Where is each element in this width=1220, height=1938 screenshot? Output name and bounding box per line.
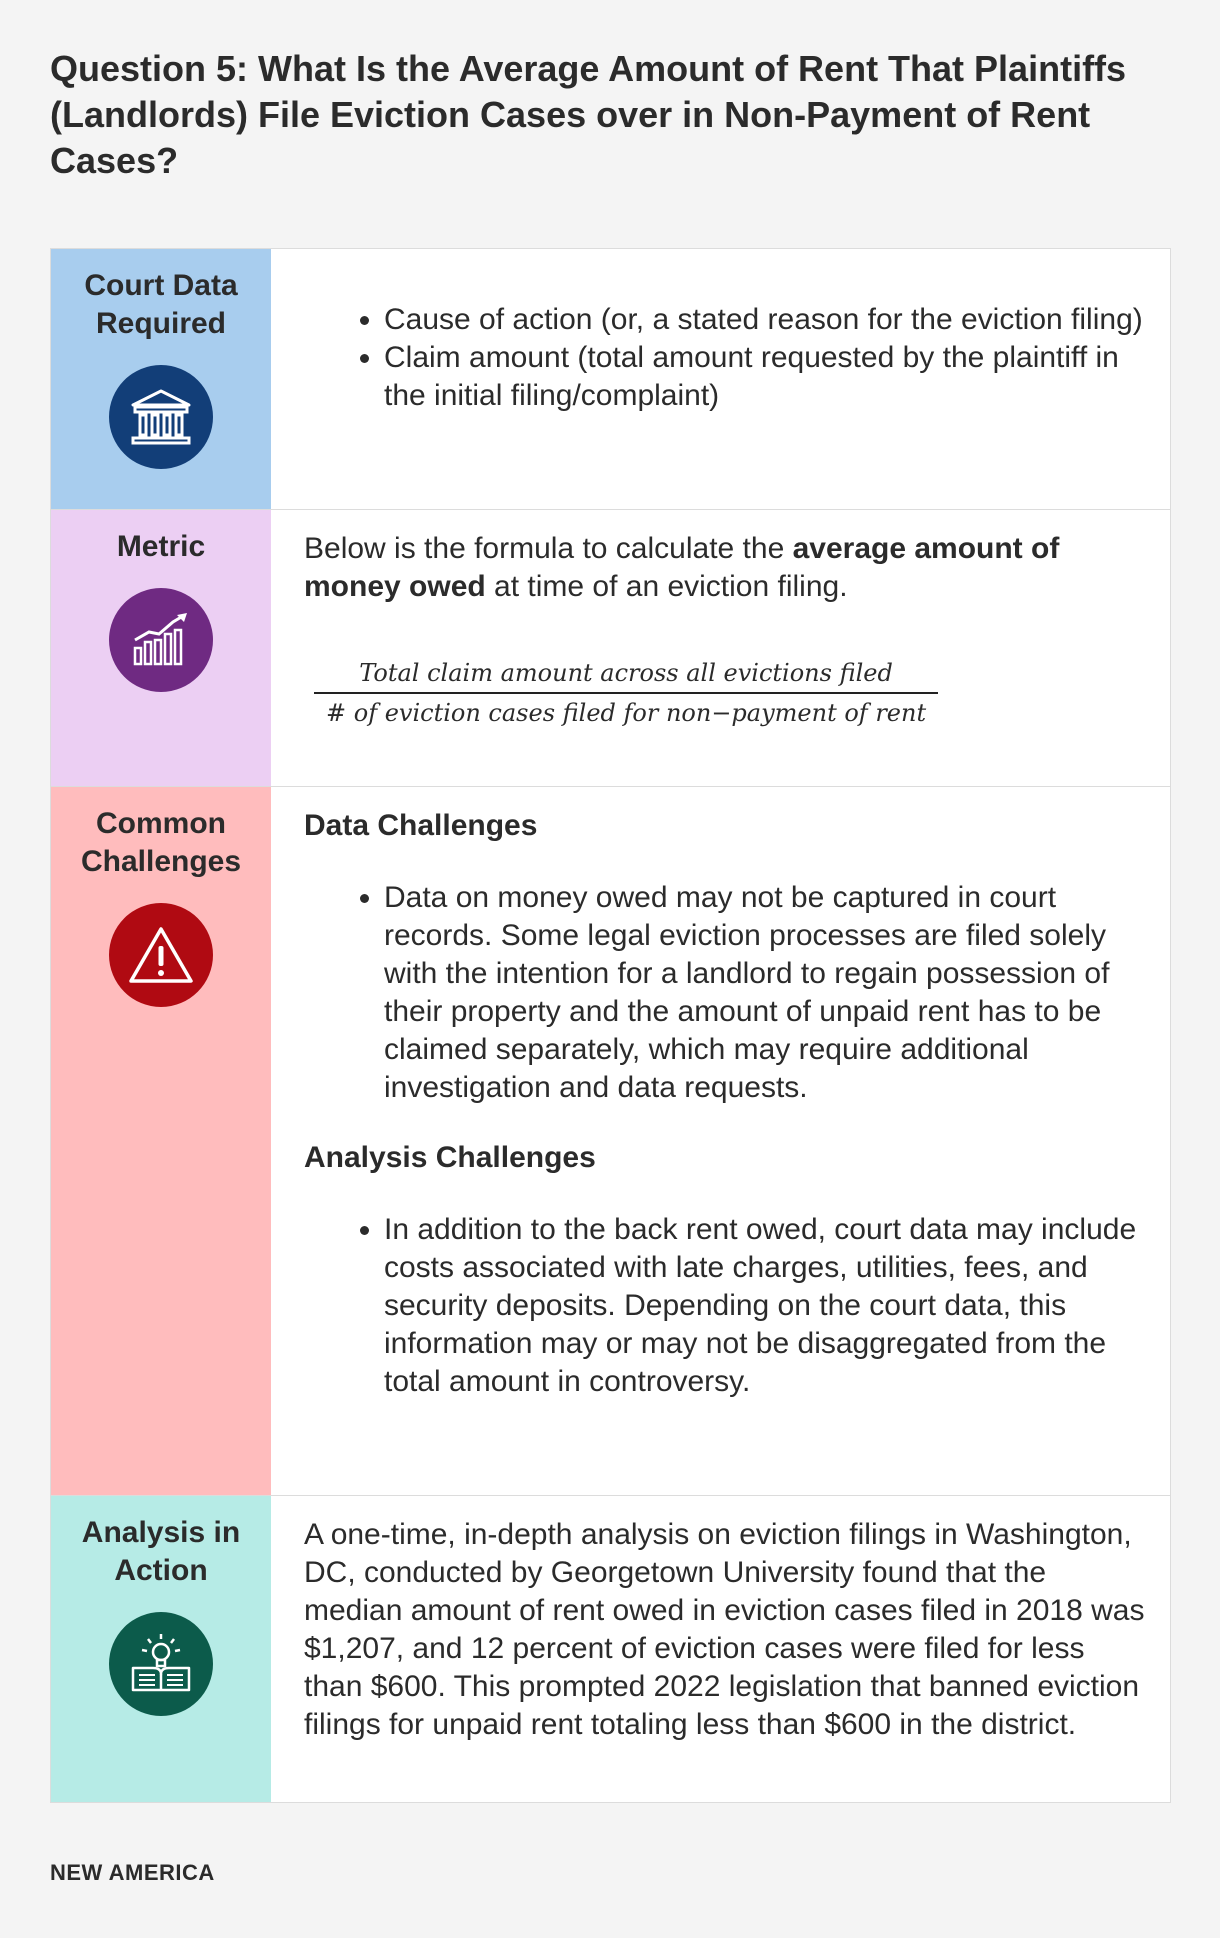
- data-challenges-heading: Data Challenges: [304, 809, 538, 842]
- metric-side: [51, 510, 271, 786]
- row-court-data: [51, 249, 1170, 509]
- analysis-text: A one-time, in-depth analysis on eviction filings in Washington, DC, conducted by Georgetown University found that the median amount of rent owed in eviction cases filed in 2018 was $1,207, and 12 percent of eviction cases were filed for less than $600. This prompted 2022 legislation that banned eviction filings for unpaid rent totaling less than $600 in the district.: [304, 1518, 1145, 1741]
- list-item: • Data on money owed may not be captured in court records. Some legal eviction processes are filed solely with the intention for a landlord to regain possession of their property and the amount of unpaid rent has to be claimed separately, which may require additional investigation and data requests.: [384, 879, 1146, 1107]
- courthouse-icon: [109, 365, 213, 469]
- formula: [314, 658, 938, 728]
- analysis-side: [51, 1496, 271, 1802]
- list-item: • Claim amount (total amount requested by the plaintiff in the initial filing/complaint): [384, 339, 1146, 415]
- court-data-label: Court Data Required: [84, 269, 238, 340]
- metric-label: Metric: [116, 530, 206, 563]
- row-analysis: [51, 1495, 1170, 1802]
- metric-content: [271, 510, 1170, 786]
- analysis-content: [271, 1496, 1170, 1802]
- challenges-label: Common Challenges: [80, 807, 242, 878]
- court-data-list: [304, 301, 1146, 415]
- list-item: • Cause of action (or, a stated reason for the eviction filing): [384, 301, 1146, 339]
- list-item: • In addition to the back rent owed, court data may include costs associated with late charges, utilities, fees, and security deposits. Depending on the court data, this information may or may not be disaggregated from the total amount in controversy.: [384, 1211, 1146, 1401]
- metric-intro-bold: average amount of money owed: [304, 532, 1060, 603]
- court-data-content: [271, 249, 1170, 509]
- growth-chart-icon: [109, 588, 213, 692]
- row-metric: [51, 509, 1170, 786]
- metric-intro: Below is the formula to calculate the average amount of money owed at time of an eviction filing.: [304, 532, 1060, 603]
- formula-denominator: # of eviction cases filed for non−payment of rent: [326, 699, 927, 727]
- formula-numerator: Total claim amount across all evictions filed: [314, 658, 938, 694]
- court-data-side: [51, 249, 271, 509]
- data-challenges-list: [304, 879, 1146, 1107]
- row-challenges: [51, 786, 1170, 1495]
- page-title: Question 5: What Is the Average Amount of Rent That Plaintiffs (Landlords) File Eviction Cases over in Non-Payment of Rent Cases?: [50, 48, 1127, 181]
- analysis-challenges-list: [304, 1211, 1146, 1401]
- challenges-side: [51, 787, 271, 1495]
- footer-brand: NEW AMERICA: [50, 1860, 215, 1885]
- warning-icon: [109, 903, 213, 1007]
- info-table: [50, 248, 1171, 1803]
- challenges-content: [271, 787, 1170, 1495]
- lightbulb-book-icon: [109, 1612, 213, 1716]
- analysis-challenges-heading: Analysis Challenges: [304, 1141, 596, 1174]
- analysis-label: Analysis in Action: [81, 1516, 241, 1587]
